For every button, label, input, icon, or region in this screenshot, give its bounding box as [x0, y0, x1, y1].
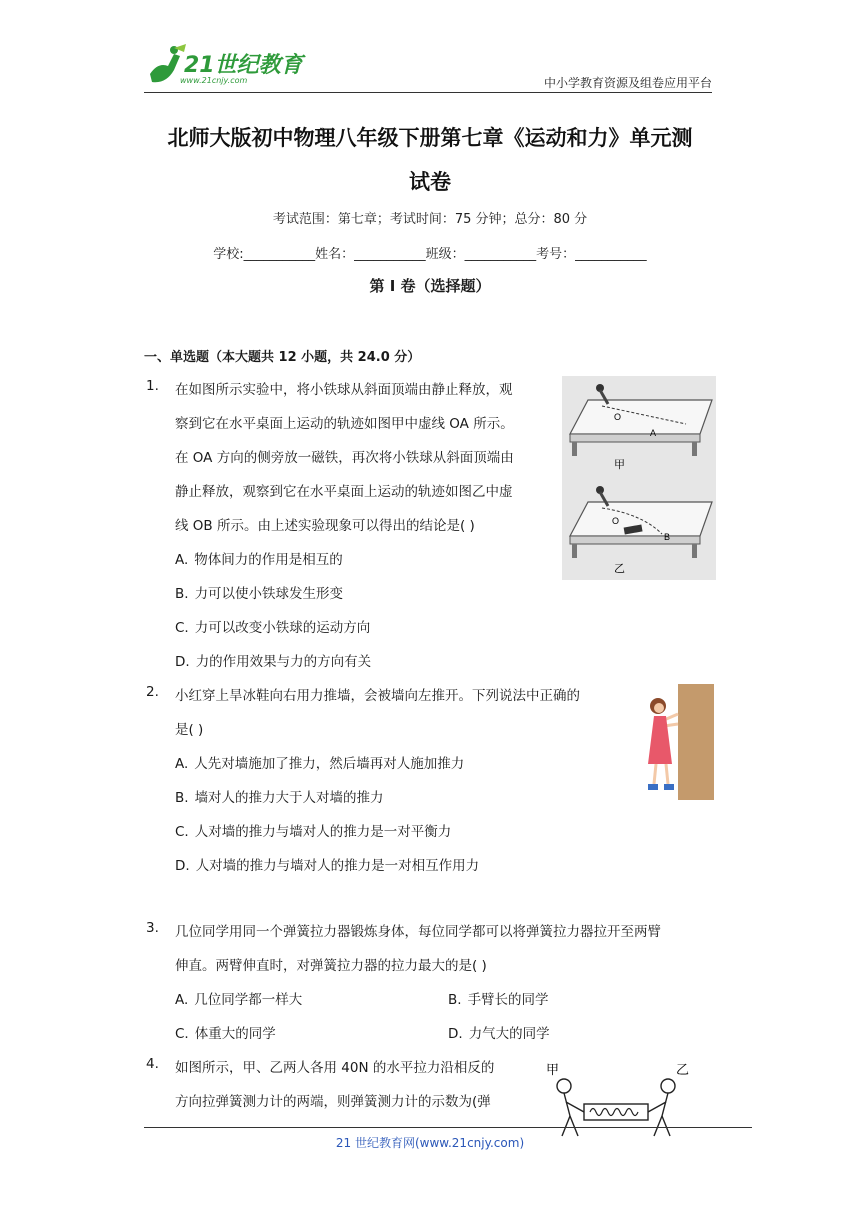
option-c: C. 力可以改变小铁球的运动方向 [175, 620, 371, 636]
student-info-fields: 学校:___________姓名：___________班级：___________考号：___________ [213, 247, 647, 262]
section-heading: 一、单选题（本大题共 12 小题，共 24.0 分） [144, 350, 421, 365]
option-d: D. 力气大的同学 [448, 1026, 550, 1042]
question-text-line: 线 OB 所示。由上述实验现象可以得出的结论是( ) [175, 518, 475, 534]
question-text-line: 伸直。两臂伸直时，对弹簧拉力器的拉力最大的是( ) [175, 958, 487, 974]
label-o: O [614, 412, 622, 422]
label-jia: 甲 [546, 1063, 560, 1078]
question-number: 1. [146, 378, 159, 394]
option-d: D. 人对墙的推力与墙对人的推力是一对相互作用力 [175, 858, 480, 874]
label-yi: 乙 [614, 562, 625, 575]
option-d: D. 力的作用效果与力的方向有关 [175, 654, 372, 670]
question-number: 3. [146, 920, 159, 936]
label-b: B [664, 532, 671, 542]
label-a: A [650, 428, 657, 438]
volume-heading: 第 I 卷（选择题） [369, 277, 491, 295]
label-jia: 甲 [614, 458, 625, 471]
girl-pushing-wall-figure [638, 684, 714, 800]
question-number: 4. [146, 1056, 159, 1072]
question-text-line: 方向拉弹簧测力计的两端，则弹簧测力计的示数为(弹 [175, 1094, 491, 1110]
table-experiment-figure [562, 376, 716, 580]
option-b: B. 墙对人的推力大于人对墙的推力 [175, 790, 384, 806]
page-header [144, 44, 712, 92]
page-title-line1: 北师大版初中物理八年级下册第七章《运动和力》单元测 [167, 126, 693, 150]
exam-info: 考试范围：第七章；考试时间：75 分钟；总分：80 分 [272, 212, 588, 227]
header-divider [144, 92, 712, 93]
footer-divider [144, 1127, 752, 1128]
option-b: B. 力可以使小铁球发生形变 [175, 586, 344, 602]
option-c: C. 人对墙的推力与墙对人的推力是一对平衡力 [175, 824, 452, 840]
question-number: 2. [146, 684, 159, 700]
logo-text: 21世纪教育 [184, 53, 303, 78]
option-a: A. 物体间力的作用是相互的 [175, 552, 343, 568]
platform-name: 中小学教育资源及组卷应用平台 [543, 76, 712, 90]
label-yi: 乙 [676, 1063, 690, 1078]
question-text-line: 几位同学用同一个弹簧拉力器锻炼身体，每位同学都可以将弹簧拉力器拉开至两臂 [175, 924, 661, 940]
option-a: A. 人先对墙施加了推力，然后墙再对人施加推力 [175, 756, 465, 772]
question-text-line: 静止释放，观察到它在水平桌面上运动的轨迹如图乙中虚 [175, 484, 513, 500]
logo [144, 44, 314, 90]
question-text-line: 小红穿上旱冰鞋向右用力推墙，会被墙向左推开。下列说法中正确的 [175, 688, 580, 704]
page-title-line2: 试卷 [409, 170, 451, 194]
label-o: O [612, 516, 620, 526]
option-c: C. 体重大的同学 [175, 1026, 276, 1042]
option-a: A. 几位同学都一样大 [175, 992, 303, 1008]
question-text-line: 是( ) [175, 722, 204, 738]
question-text-line: 在 OA 方向的侧旁放一磁铁，再次将小铁球从斜面顶端由 [175, 450, 514, 466]
question-text-line: 在如图所示实验中，将小铁球从斜面顶端由静止释放，观 [175, 382, 513, 398]
question-text-line: 察到它在水平桌面上运动的轨迹如图甲中虚线 OA 所示。 [175, 416, 514, 432]
page-footer[interactable]: 21 世纪教育网(www.21cnjy.com) [335, 1136, 525, 1150]
question-text-line: 如图所示，甲、乙两人各用 40N 的水平拉力沿相反的 [175, 1060, 495, 1076]
option-b: B. 手臂长的同学 [448, 992, 549, 1008]
logo-url: www.21cnjy.com [180, 76, 248, 85]
